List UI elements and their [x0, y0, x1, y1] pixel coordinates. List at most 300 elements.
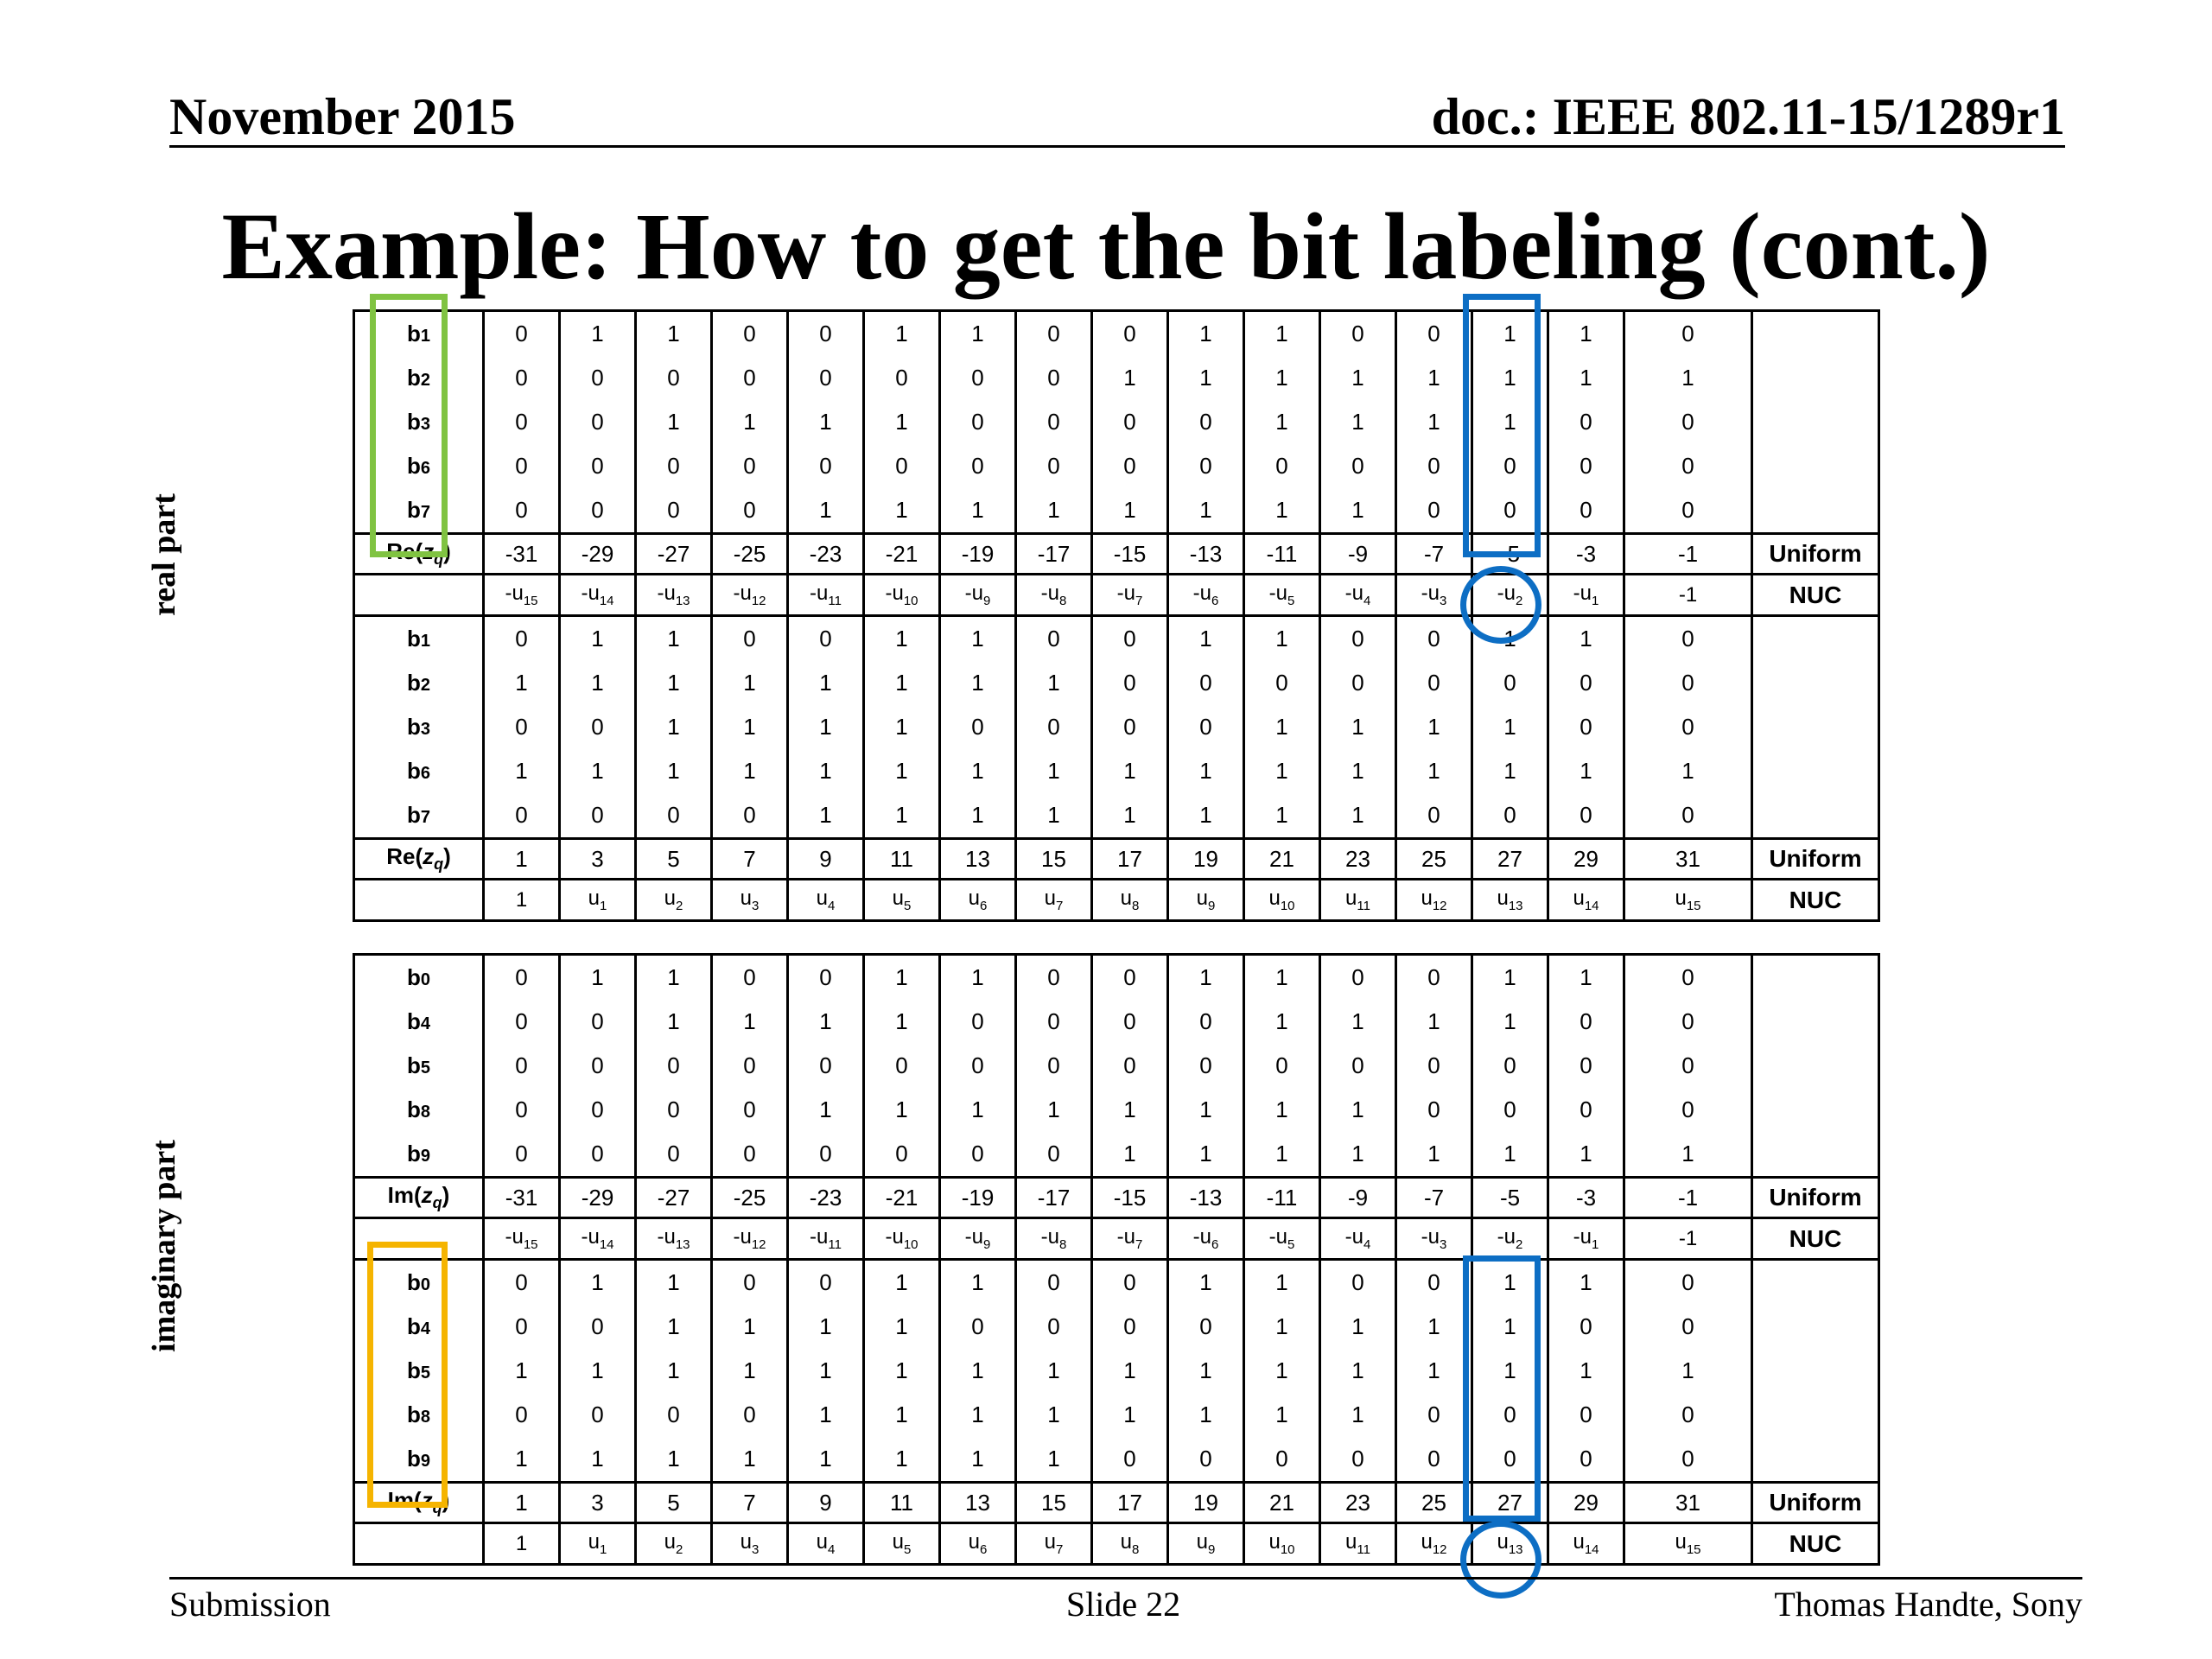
table-row	[354, 1523, 1879, 1565]
table-cell: 27	[1472, 1483, 1548, 1523]
table-cell: 1	[560, 616, 636, 662]
table-row	[354, 1437, 1879, 1483]
table-cell: 1	[1244, 1132, 1320, 1178]
table-cell: 0	[1168, 1305, 1244, 1349]
table-cell: 1	[864, 955, 940, 1001]
table-cell: 1	[1472, 705, 1548, 749]
table-cell: 1	[1320, 1349, 1396, 1393]
row-mapping-label	[1752, 1437, 1879, 1483]
table-cell: 1	[1548, 311, 1624, 357]
table-cell: 1	[1168, 488, 1244, 534]
table-cell: 0	[1624, 488, 1752, 534]
row-label: b5	[354, 1044, 484, 1088]
table-cell: 0	[1472, 444, 1548, 488]
table-cell: 0	[1092, 1000, 1168, 1044]
table-cell: 1	[1320, 400, 1396, 444]
table-cell: 1	[1244, 1393, 1320, 1437]
table-cell: 1	[636, 955, 712, 1001]
table-cell: 0	[712, 955, 788, 1001]
table-cell: 1	[1092, 1132, 1168, 1178]
table-cell: 0	[560, 1044, 636, 1088]
table-cell: 0	[1624, 616, 1752, 662]
row-label: $Re(z_q)$	[354, 534, 484, 575]
table-cell: 0	[1624, 1305, 1752, 1349]
table-cell: 0	[1624, 955, 1752, 1001]
table-row	[354, 1132, 1879, 1178]
table-cell: 0	[636, 356, 712, 400]
table-cell: 0	[788, 444, 864, 488]
table-cell: 1	[560, 1260, 636, 1306]
table-cell: 0	[1244, 444, 1320, 488]
table-row	[354, 793, 1879, 839]
table-cell: $-u_6$	[1168, 1218, 1244, 1260]
table-cell: $-u_2$	[1472, 575, 1548, 616]
table-cell: 1	[712, 705, 788, 749]
table-cell: -3	[1548, 534, 1624, 575]
table-cell: $-u_4$	[1320, 1218, 1396, 1260]
table-cell: 0	[1396, 1260, 1472, 1306]
table-cell: 0	[1624, 444, 1752, 488]
row-mapping-label: NUC	[1752, 1523, 1879, 1565]
table-cell: $-u_3$	[1396, 575, 1472, 616]
table-cell: 0	[712, 1132, 788, 1178]
table-cell: 7	[712, 1483, 788, 1523]
side-label-real: real part	[146, 493, 182, 616]
table-row	[354, 1178, 1879, 1218]
row-mapping-label: NUC	[1752, 575, 1879, 616]
table-cell: 0	[1092, 661, 1168, 705]
table-cell: 0	[1016, 1000, 1092, 1044]
table-cell: 0	[560, 1088, 636, 1132]
table-cell: 1	[1320, 1305, 1396, 1349]
table-cell: $-u_{10}$	[864, 1218, 940, 1260]
table-cell: 1	[636, 705, 712, 749]
table-cell: 1	[1396, 1000, 1472, 1044]
table-cell: -13	[1168, 1178, 1244, 1218]
table-cell: 1	[712, 400, 788, 444]
table-cell: 0	[940, 400, 1016, 444]
table-cell: 1	[712, 1349, 788, 1393]
table-cell: 1	[1016, 1349, 1092, 1393]
table-row	[354, 575, 1879, 616]
table-cell: 1	[788, 488, 864, 534]
table-cell: 1	[484, 1437, 560, 1483]
table-cell: $u_6$	[940, 1523, 1016, 1565]
footer-rule	[169, 1577, 2082, 1580]
table-cell: 1	[1244, 488, 1320, 534]
table-cell: 1	[560, 1437, 636, 1483]
row-mapping-label: Uniform	[1752, 534, 1879, 575]
table-cell: 1	[864, 793, 940, 839]
table-cell: -21	[864, 534, 940, 575]
table-cell: $-u_{14}$	[560, 1218, 636, 1260]
table-cell: 1	[864, 1088, 940, 1132]
row-label: b7	[354, 793, 484, 839]
table-cell: 1	[1092, 749, 1168, 793]
row-label: $Re(z_q)$	[354, 839, 484, 880]
table-cell: -1	[1624, 534, 1752, 575]
table-cell: 0	[1016, 1132, 1092, 1178]
table-cell: 0	[636, 444, 712, 488]
table-cell: 1	[1320, 1000, 1396, 1044]
table-cell: 0	[1548, 705, 1624, 749]
table-cell: 0	[1396, 955, 1472, 1001]
table-cell: -19	[940, 1178, 1016, 1218]
table-cell: 1	[864, 749, 940, 793]
table-cell: 0	[712, 488, 788, 534]
table-cell: 1	[1396, 705, 1472, 749]
table-cell: 1	[1472, 1305, 1548, 1349]
table-cell: 0	[1320, 311, 1396, 357]
row-mapping-label	[1752, 356, 1879, 400]
table-row	[354, 534, 1879, 575]
table-cell: 1	[1320, 1393, 1396, 1437]
table-cell: $-u_9$	[940, 575, 1016, 616]
table-cell: 0	[484, 1132, 560, 1178]
table-cell: 1	[1016, 1437, 1092, 1483]
table-cell: -1	[1624, 1178, 1752, 1218]
table-cell: 0	[1548, 1088, 1624, 1132]
table-row	[354, 1000, 1879, 1044]
table-cell: 0	[864, 444, 940, 488]
table-cell: 0	[484, 955, 560, 1001]
table-cell: -23	[788, 1178, 864, 1218]
table-cell: 0	[484, 705, 560, 749]
table-cell: 3	[560, 839, 636, 880]
table-cell: -3	[1548, 1178, 1624, 1218]
row-label: b8	[354, 1393, 484, 1437]
table-cell: 0	[1092, 705, 1168, 749]
table-cell: 1	[636, 616, 712, 662]
row-mapping-label	[1752, 1044, 1879, 1088]
table-cell: 0	[1624, 400, 1752, 444]
table-cell: -7	[1396, 1178, 1472, 1218]
table-cell: 0	[560, 1000, 636, 1044]
table-cell: 1	[1472, 1132, 1548, 1178]
table-cell: 0	[1472, 661, 1548, 705]
row-mapping-label	[1752, 1088, 1879, 1132]
table-cell: 25	[1396, 1483, 1472, 1523]
row-mapping-label	[1752, 1305, 1879, 1349]
table-cell: 1	[636, 311, 712, 357]
table-cell: 1	[1548, 955, 1624, 1001]
table-cell: 1	[484, 839, 560, 880]
table-cell: 0	[1168, 705, 1244, 749]
table-cell: 19	[1168, 839, 1244, 880]
table-cell: 1	[1092, 1393, 1168, 1437]
real-part-table	[353, 309, 1880, 922]
table-row	[354, 444, 1879, 488]
table-cell: 1	[1624, 1132, 1752, 1178]
table-cell: 0	[1016, 1305, 1092, 1349]
table-cell: 13	[940, 1483, 1016, 1523]
table-row	[354, 1349, 1879, 1393]
row-mapping-label	[1752, 400, 1879, 444]
table-cell: 1	[1092, 356, 1168, 400]
table-cell: 1	[1548, 749, 1624, 793]
row-label	[354, 575, 484, 616]
table-cell: 0	[788, 1132, 864, 1178]
table-cell: $u_4$	[788, 1523, 864, 1565]
row-mapping-label	[1752, 488, 1879, 534]
table-cell: -15	[1092, 1178, 1168, 1218]
table-cell: 0	[864, 356, 940, 400]
table-cell: 1	[788, 1437, 864, 1483]
table-cell: 1	[1016, 1088, 1092, 1132]
table-cell: 0	[1624, 1260, 1752, 1306]
table-cell: 0	[1396, 1044, 1472, 1088]
table-cell: 0	[712, 356, 788, 400]
table-cell: 0	[1168, 1044, 1244, 1088]
table-cell: $u_1$	[560, 880, 636, 921]
table-cell: 0	[1016, 955, 1092, 1001]
table-cell: 1	[712, 661, 788, 705]
table-cell: $-u_{15}$	[484, 575, 560, 616]
table-row	[354, 955, 1879, 1001]
table-cell: $u_9$	[1168, 880, 1244, 921]
table-cell: 0	[560, 400, 636, 444]
table-cell: $-u_3$	[1396, 1218, 1472, 1260]
table-cell: $-u_{13}$	[636, 575, 712, 616]
table-cell: 1	[864, 400, 940, 444]
row-label: b0	[354, 955, 484, 1001]
table-cell: 0	[1016, 311, 1092, 357]
table-cell: 0	[1320, 661, 1396, 705]
table-row	[354, 705, 1879, 749]
table-cell: 1	[1244, 1000, 1320, 1044]
table-cell: 1	[1320, 1088, 1396, 1132]
table-cell: 1	[1396, 356, 1472, 400]
table-cell: 1	[560, 955, 636, 1001]
table-cell: 1	[864, 1000, 940, 1044]
table-cell: -29	[560, 1178, 636, 1218]
highlight-orange-bit-labels	[367, 1242, 448, 1508]
row-mapping-label	[1752, 616, 1879, 662]
table-cell: 1	[1168, 793, 1244, 839]
table-cell: $-u_7$	[1092, 1218, 1168, 1260]
table-cell: 1	[636, 661, 712, 705]
table-cell: 0	[636, 488, 712, 534]
table-cell: 1	[788, 1305, 864, 1349]
table-cell: 29	[1548, 839, 1624, 880]
table-cell: 0	[1016, 1260, 1092, 1306]
table-cell: 0	[636, 1132, 712, 1178]
table-cell: 1	[864, 1305, 940, 1349]
table-cell: $-u_{12}$	[712, 1218, 788, 1260]
table-cell: $-u_{11}$	[788, 1218, 864, 1260]
table-row	[354, 311, 1879, 357]
table-cell: 0	[1624, 793, 1752, 839]
table-cell: 1	[1168, 1260, 1244, 1306]
table-cell: 3	[560, 1483, 636, 1523]
table-cell: 0	[1016, 705, 1092, 749]
table-cell: -25	[712, 534, 788, 575]
table-cell: 1	[1320, 1132, 1396, 1178]
row-label: b3	[354, 705, 484, 749]
table-cell: -5	[1472, 534, 1548, 575]
table-cell: 1	[484, 1523, 560, 1565]
table-cell: 9	[788, 1483, 864, 1523]
table-cell: 11	[864, 1483, 940, 1523]
table-cell: 0	[560, 1305, 636, 1349]
table-cell: 1	[940, 749, 1016, 793]
table-cell: 1	[636, 749, 712, 793]
table-cell: 1	[1168, 1132, 1244, 1178]
table-cell: 1	[1472, 1349, 1548, 1393]
table-cell: 1	[1168, 356, 1244, 400]
table-cell: 0	[1320, 1044, 1396, 1088]
table-cell: $u_1$	[560, 1523, 636, 1565]
table-cell: $u_{10}$	[1244, 1523, 1320, 1565]
table-cell: $u_{13}$	[1472, 880, 1548, 921]
table-cell: 0	[1396, 1088, 1472, 1132]
table-cell: $-u_8$	[1016, 1218, 1092, 1260]
table-cell: 0	[1472, 793, 1548, 839]
table-cell: -11	[1244, 1178, 1320, 1218]
table-cell: $u_{12}$	[1396, 880, 1472, 921]
table-cell: -1	[1624, 575, 1752, 616]
table-cell: 0	[1396, 616, 1472, 662]
table-row	[354, 616, 1879, 662]
table-cell: $u_{15}$	[1624, 1523, 1752, 1565]
row-label: b9	[354, 1437, 484, 1483]
table-cell: 0	[1624, 1044, 1752, 1088]
table-cell: 0	[1092, 1437, 1168, 1483]
row-label: b2	[354, 661, 484, 705]
table-row	[354, 1260, 1879, 1306]
table-cell: 1	[1244, 1349, 1320, 1393]
table-cell: 1	[940, 616, 1016, 662]
table-row	[354, 661, 1879, 705]
table-cell: 0	[712, 444, 788, 488]
table-cell: 1	[864, 1437, 940, 1483]
table-cell: 1	[864, 616, 940, 662]
table-cell: 7	[712, 839, 788, 880]
table-cell: 0	[1548, 1044, 1624, 1088]
table-cell: 17	[1092, 839, 1168, 880]
table-cell: 0	[636, 1088, 712, 1132]
table-cell: 0	[940, 705, 1016, 749]
table-cell: 0	[788, 356, 864, 400]
table-cell: 0	[484, 616, 560, 662]
row-mapping-label: NUC	[1752, 1218, 1879, 1260]
table-cell: 0	[1016, 1044, 1092, 1088]
table-cell: 1	[940, 793, 1016, 839]
table-cell: 1	[560, 661, 636, 705]
table-cell: 1	[1472, 749, 1548, 793]
table-cell: 0	[1396, 311, 1472, 357]
table-cell: 23	[1320, 839, 1396, 880]
table-cell: $-u_4$	[1320, 575, 1396, 616]
table-row	[354, 880, 1879, 921]
table-cell: 1	[1548, 1349, 1624, 1393]
table-cell: 0	[1624, 661, 1752, 705]
table-cell: 1	[1168, 955, 1244, 1001]
table-cell: $-u_{13}$	[636, 1218, 712, 1260]
table-cell: 0	[636, 1393, 712, 1437]
table-cell: 0	[1244, 1044, 1320, 1088]
table-cell: 1	[1244, 749, 1320, 793]
table-cell: 1	[1016, 749, 1092, 793]
table-cell: $u_3$	[712, 880, 788, 921]
table-cell: 27	[1472, 839, 1548, 880]
row-mapping-label	[1752, 793, 1879, 839]
table-cell: 0	[560, 1393, 636, 1437]
table-cell: 0	[1472, 1393, 1548, 1437]
table-cell: $u_8$	[1092, 1523, 1168, 1565]
table-cell: 1	[1016, 488, 1092, 534]
table-cell: 0	[1320, 616, 1396, 662]
table-cell: -15	[1092, 534, 1168, 575]
table-cell: 23	[1320, 1483, 1396, 1523]
table-cell: 1	[1320, 488, 1396, 534]
table-cell: 1	[788, 793, 864, 839]
table-cell: 1	[1016, 661, 1092, 705]
table-cell: 0	[1092, 1260, 1168, 1306]
table-cell: $u_{15}$	[1624, 880, 1752, 921]
table-cell: 1	[940, 955, 1016, 1001]
table-cell: 1	[1472, 356, 1548, 400]
table-cell: 1	[788, 1393, 864, 1437]
table-cell: 1	[1472, 311, 1548, 357]
table-cell: 1	[1016, 1393, 1092, 1437]
table-cell: 0	[1624, 1000, 1752, 1044]
table-cell: -17	[1016, 1178, 1092, 1218]
table-cell: 1	[484, 880, 560, 921]
table-cell: 1	[1472, 955, 1548, 1001]
table-cell: 1	[484, 1349, 560, 1393]
table-row	[354, 749, 1879, 793]
table-cell: 1	[1244, 616, 1320, 662]
table-cell: 1	[788, 749, 864, 793]
table-cell: 0	[1244, 1437, 1320, 1483]
table-cell: 1	[1396, 400, 1472, 444]
table-cell: 0	[560, 488, 636, 534]
table-cell: 0	[1548, 793, 1624, 839]
row-label: $Im(z_q)$	[354, 1178, 484, 1218]
table-cell: 0	[1548, 1437, 1624, 1483]
table-cell: 0	[1320, 1437, 1396, 1483]
table-cell: 1	[940, 1349, 1016, 1393]
table-cell: 1	[636, 1260, 712, 1306]
header-doc-id: doc.: IEEE 802.11-15/1289r1	[1431, 88, 2065, 145]
table-cell: $u_5$	[864, 880, 940, 921]
table-cell: 1	[1092, 488, 1168, 534]
row-mapping-label	[1752, 311, 1879, 357]
table-cell: -1	[1624, 1218, 1752, 1260]
table-cell: $-u_9$	[940, 1218, 1016, 1260]
row-mapping-label	[1752, 1349, 1879, 1393]
table-cell: 0	[1472, 488, 1548, 534]
table-cell: $-u_{10}$	[864, 575, 940, 616]
row-label: b7	[354, 488, 484, 534]
table-cell: 1	[1092, 1088, 1168, 1132]
table-row	[354, 1088, 1879, 1132]
table-cell: $-u_{14}$	[560, 575, 636, 616]
table-cell: 0	[1016, 616, 1092, 662]
table-cell: 0	[864, 1044, 940, 1088]
table-cell: 0	[1320, 1260, 1396, 1306]
table-cell: $-u_2$	[1472, 1218, 1548, 1260]
table-row	[354, 1218, 1879, 1260]
table-cell: $-u_1$	[1548, 1218, 1624, 1260]
table-cell: 0	[940, 1305, 1016, 1349]
row-label: b1	[354, 311, 484, 357]
table-cell: 1	[484, 661, 560, 705]
table-cell: 0	[1016, 356, 1092, 400]
table-cell: 1	[484, 1483, 560, 1523]
header-date: November 2015	[169, 88, 516, 145]
